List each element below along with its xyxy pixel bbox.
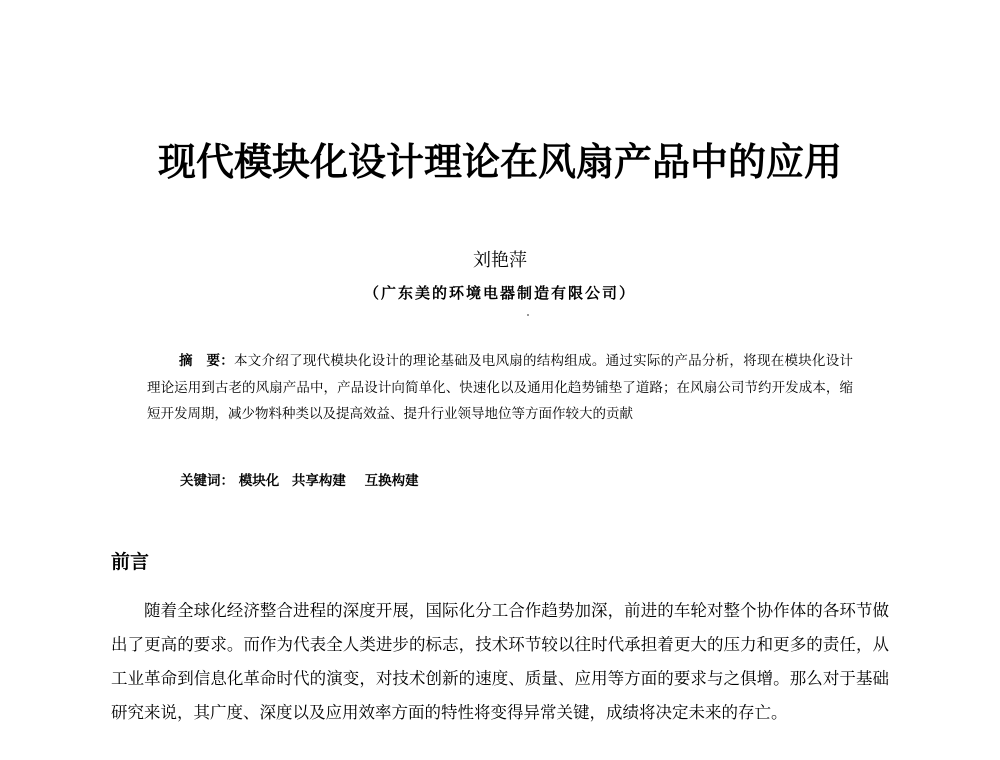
section-paragraph: 随着全球化经济整合进程的深度开展，国际化分工合作趋势加深，前进的车轮对整个协作体的各环节做出了更高的要求。而作为代表全人类进步的标志，技术环节较以往时代承担着更大的压力和更多的责任，从工业革命到信息化革命时代的演变，对技术创新的速度、质量、应用等方面的要求与之俱增。那么对于基础研究来说，其广度、深度以及应用效率方面的特性将变得异常关键，成绩将决定未来的存亡。 <box>111 601 889 722</box>
author-affiliation: （广东美的环境电器制造有限公司） <box>363 284 636 302</box>
keyword: 互换构建 <box>364 473 419 489</box>
keywords-block <box>180 470 427 492</box>
section-heading: 前言 <box>111 551 150 573</box>
paper-title: 现代模块化设计理论在风扇产品中的应用 <box>157 139 842 184</box>
abstract-block <box>147 348 853 428</box>
author-name: 刘艳萍 <box>473 250 527 271</box>
abstract-label: 摘 要： <box>179 353 235 369</box>
scan-speck <box>527 314 529 316</box>
keyword: 共享构建 <box>291 473 346 489</box>
keywords-label: 关键词： <box>180 473 234 489</box>
abstract-text: 本文介绍了现代模块化设计的理论基础及电风扇的结构组成。通过实际的产品分析，将现在模块化设计理论运用到古老的风扇产品中，产品设计向简单化、快速化以及通用化趋势铺垫了道路；在风扇公司节约开发成本，缩短开发周期，减少物料种类以及提高效益、提升行业领导地位等方面作较大的贡献 <box>147 353 854 422</box>
keyword: 模块化 <box>238 473 280 489</box>
